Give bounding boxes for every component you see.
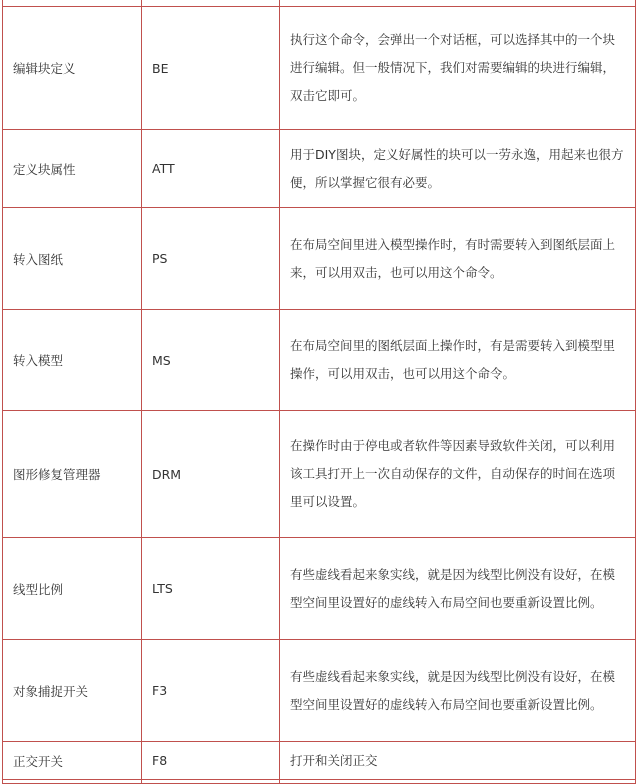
command-name-cell: 转入模型 [3,310,142,411]
command-name-cell: 转入图纸 [3,208,142,310]
table-row [3,742,636,780]
command-key-cell: PS [142,208,280,310]
command-key-cell: BE [142,7,280,130]
table-row [3,310,636,411]
command-name-cell: 对象捕捉开关 [3,640,142,742]
table-row [3,411,636,538]
command-desc-cell: 打开和关闭正交 [280,742,636,780]
table-row [3,130,636,208]
command-key-cell: MS [142,310,280,411]
command-key-cell: F8 [142,742,280,780]
command-desc-cell: 执行这个命令，会弹出一个对话框，可以选择其中的一个块进行编辑。但一般情况下，我们对需要编辑的块进行编辑，双击它即可。 [280,7,636,130]
command-name-cell: 线型比例 [3,538,142,640]
command-name-cell: 定义块属性 [3,130,142,208]
command-key-cell: DRM [142,411,280,538]
table-row [3,538,636,640]
command-key-cell: LTS [142,538,280,640]
command-name-cell: 图形修复管理器 [3,411,142,538]
command-key-cell: ATT [142,130,280,208]
command-desc-cell: 用于DIY图块，定义好属性的块可以一劳永逸，用起来也很方便，所以掌握它很有必要。 [280,130,636,208]
command-desc-cell: 有些虚线看起来象实线，就是因为线型比例没有设好，在模型空间里设置好的虚线转入布局空间也要重新设置比例。 [280,538,636,640]
command-table [2,0,636,784]
command-desc-cell: 在布局空间里进入模型操作时，有时需要转入到图纸层面上来，可以用双击，也可以用这个命令。 [280,208,636,310]
command-key-cell: F3 [142,640,280,742]
command-name-cell: 正交开关 [3,742,142,780]
command-name-cell: 编辑块定义 [3,7,142,130]
table-row [3,640,636,742]
table-row [3,7,636,130]
command-desc-cell: 在操作时由于停电或者软件等因素导致软件关闭，可以利用该工具打开上一次自动保存的文件，自动保存的时间在选项里可以设置。 [280,411,636,538]
table-row [3,208,636,310]
command-desc-cell: 有些虚线看起来象实线，就是因为线型比例没有设好，在模型空间里设置好的虚线转入布局空间也要重新设置比例。 [280,640,636,742]
command-desc-cell: 在布局空间里的图纸层面上操作时，有是需要转入到模型里操作，可以用双击，也可以用这个命令。 [280,310,636,411]
